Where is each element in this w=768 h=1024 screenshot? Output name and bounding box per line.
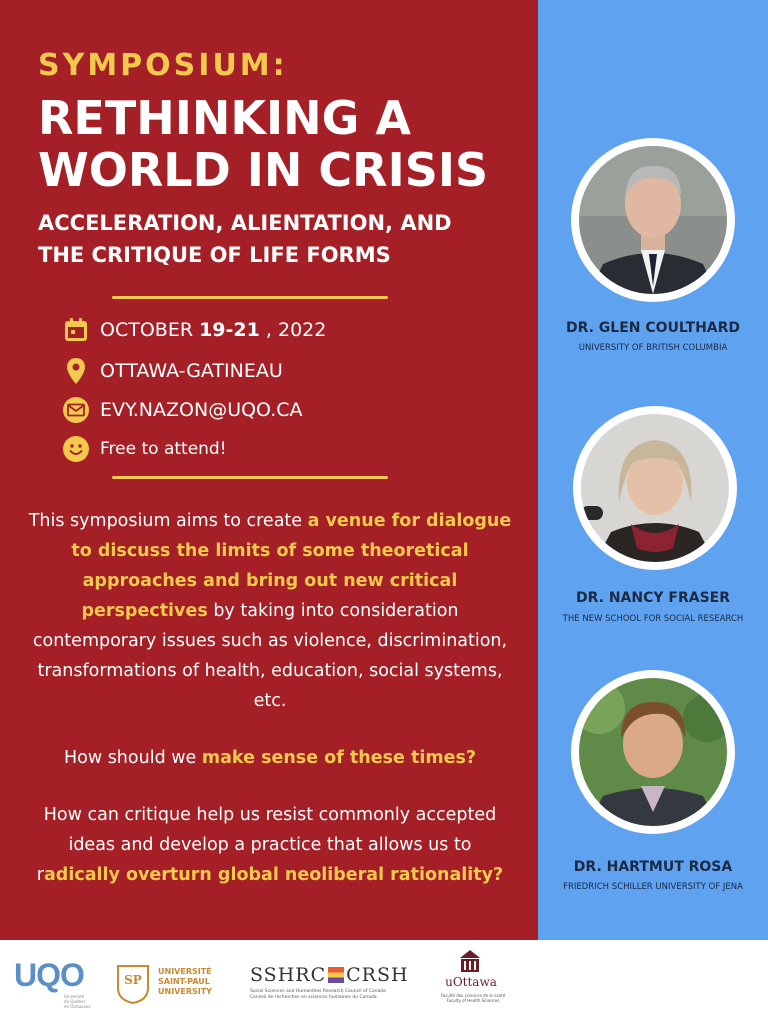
title-line-2: WORLD IN CRISIS [38, 143, 489, 197]
subtitle-line-1: ACCELERATION, ALIENTATION, AND [38, 211, 452, 235]
uottawa-subtitle-fr: Faculté des sciences de la santé [440, 993, 506, 998]
uqo-logo [14, 958, 106, 1018]
date-suffix: , 2022 [259, 319, 327, 341]
sshrc-subtitle-fr: Conseil de recherches en sciences humaines du Canada [250, 995, 377, 1000]
price-note: Free to attend! [100, 439, 227, 459]
saint-paul-line-3: UNIVERSITY [158, 987, 212, 996]
uqo-tagline-line-2: du Québec [64, 999, 86, 1004]
speaker-name-fraser: DR. NANCY FRASER [575, 590, 730, 606]
price-row [62, 435, 227, 463]
saint-paul-logo [116, 964, 242, 1008]
uottawa-building-icon [458, 948, 482, 974]
sshrc-left: SSHRC [250, 964, 327, 986]
saint-paul-line-1: UNIVERSITÉ [158, 967, 212, 976]
partner-logos [0, 940, 768, 1024]
uottawa-subtitle [436, 993, 510, 1003]
title-line-1: RETHINKING A [38, 91, 411, 145]
speaker-affiliation-fraser: THE NEW SCHOOL FOR SOCIAL RESEARCH [562, 614, 744, 624]
uottawa-logo [436, 948, 516, 1020]
uottawa-wordmark: uOttawa [445, 975, 497, 989]
contact-email[interactable]: EVY.NAZON@UQO.CA [100, 399, 303, 421]
question-2 [26, 800, 514, 890]
date-days: 19-21 [199, 319, 260, 341]
subtitle [38, 207, 518, 271]
sshrc-right: CRSH [346, 964, 409, 986]
uqo-wordmark: UQO [14, 957, 84, 993]
uqo-tagline-line-1: Université [64, 994, 85, 999]
question-1-text: How should we [63, 748, 202, 768]
date-prefix: OCTOBER [100, 319, 200, 341]
page-title [38, 92, 538, 196]
location-pin-icon [62, 357, 90, 385]
uqo-tagline-line-3: en Outaouais [64, 1004, 91, 1009]
location-row [62, 357, 283, 385]
speaker-name-rosa: DR. HARTMUT ROSA [573, 859, 733, 875]
sshrc-colorbar-icon [328, 967, 344, 983]
saint-paul-wordmark [158, 967, 212, 997]
date-row [62, 316, 326, 344]
speaker-name-coulthard: DR. GLEN COULTHARD [565, 320, 741, 336]
description-text-b: by taking into consideration contemporary issues such as violence, discrimination, transformations of health, education, social systems, etc. [32, 601, 508, 711]
description-highlight: a venue for dialogue to discuss the limits of some theoretical approaches and bring out new critical perspectives [71, 511, 512, 621]
question-2-text: How can critique help us resist commonly accepted ideas and develop a practice that allows us to r [36, 805, 497, 885]
uqo-tagline [64, 994, 112, 1009]
subtitle-line-2: THE CRITIQUE OF LIFE FORMS [38, 243, 391, 267]
speaker-photo-rosa [571, 670, 735, 834]
uottawa-subtitle-en: Faculty of Health Sciences [446, 998, 500, 1003]
question-2-highlight: adically overturn global neoliberal rationality? [43, 865, 504, 885]
speaker-photo-coulthard [571, 138, 735, 302]
description-text-a: This symposium aims to create [28, 511, 308, 531]
sshrc-logo [250, 964, 430, 1014]
email-row [62, 396, 303, 424]
speaker-affiliation-rosa: FRIEDRICH SCHILLER UNIVERSITY OF JENA [563, 882, 743, 892]
divider-bottom [112, 476, 388, 479]
sshrc-wordmark [250, 964, 430, 986]
saint-paul-monogram: SP [124, 973, 142, 987]
event-location: OTTAWA-GATINEAU [100, 360, 283, 382]
mail-icon [62, 396, 90, 424]
speaker-affiliation-coulthard: UNIVERSITY OF BRITISH COLUMBIA [578, 343, 728, 353]
divider-top [112, 296, 388, 299]
question-1 [26, 743, 514, 773]
saint-paul-line-2: SAINT-PAUL [158, 977, 210, 986]
calendar-icon [62, 316, 90, 344]
smiley-icon [62, 435, 90, 463]
sshrc-subtitle-en: Social Sciences and Humanities Research Council of Canada [250, 989, 386, 994]
speaker-photo-fraser [573, 406, 737, 570]
question-1-highlight: make sense of these times? [201, 748, 477, 768]
sshrc-subtitle [250, 989, 430, 1001]
description-paragraph [26, 506, 514, 716]
eyebrow-label: SYMPOSIUM: [38, 48, 288, 83]
event-date [100, 319, 326, 341]
